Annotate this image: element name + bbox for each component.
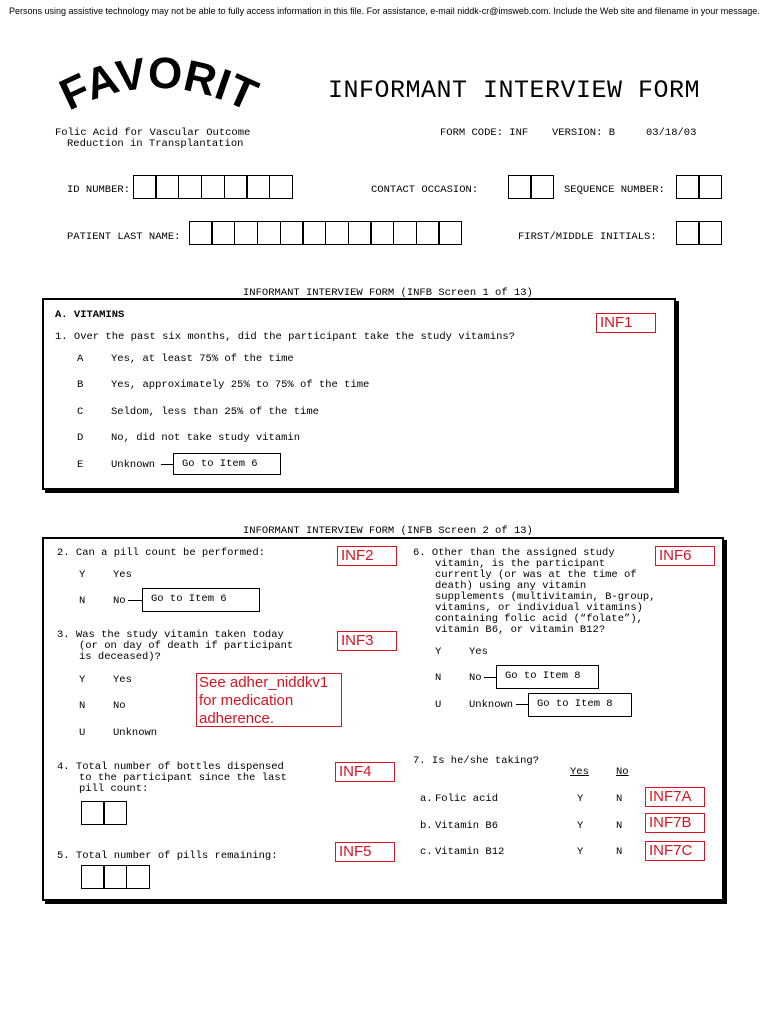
q7b-label: Vitamin B6 <box>435 820 499 832</box>
svg-text:FAVORIT: FAVORIT <box>52 52 265 121</box>
question-1: 1. Over the past six months, did the participant take the study vitamins? <box>55 331 515 343</box>
q1-option-e[interactable]: Unknown <box>111 459 156 471</box>
q3-no-code: N <box>79 700 86 712</box>
question-5: 5. Total number of pills remaining: <box>57 850 278 862</box>
id-number-label: ID NUMBER: <box>67 184 131 196</box>
inf3-tag: INF3 <box>337 631 397 651</box>
inf7a-tag: INF7A <box>645 787 705 807</box>
sequence-number-label: SEQUENCE NUMBER: <box>564 184 665 196</box>
q6-yes[interactable]: Yes <box>469 646 488 658</box>
question-3-line3: is deceased)? <box>79 651 161 663</box>
study-name-line2: Reduction in Transplantation <box>67 138 244 150</box>
initials-label: FIRST/MIDDLE INITIALS: <box>518 231 657 243</box>
q3-unknown-code: U <box>79 727 86 739</box>
q6-unknown-goto-box: Go to Item 8 <box>528 693 632 717</box>
screen1-caption: INFORMANT INTERVIEW FORM (INFB Screen 1 of 13) <box>243 287 533 299</box>
q6-no-code: N <box>435 672 442 684</box>
favorit-logo <box>30 52 290 132</box>
q1-option-a[interactable]: Yes, at least 75% of the time <box>111 353 294 365</box>
q7b-no[interactable]: N <box>616 820 623 832</box>
question-4-line3: pill count: <box>79 783 149 795</box>
q1-option-d-code: D <box>77 432 84 444</box>
q6-unknown[interactable]: Unknown <box>469 699 514 711</box>
inf7b-tag: INF7B <box>645 813 705 833</box>
inf7c-tag: INF7C <box>645 841 705 861</box>
contact-occasion-label: CONTACT OCCASION: <box>371 184 479 196</box>
screen2-caption: INFORMANT INTERVIEW FORM (INFB Screen 2 of 13) <box>243 525 533 537</box>
sequence-number-boxes[interactable] <box>677 175 722 199</box>
q7b-yes[interactable]: Y <box>577 820 584 832</box>
study-name-line1: Folic Acid for Vascular Outcome <box>55 127 251 139</box>
form-code: FORM CODE: INF <box>440 127 529 139</box>
id-number-boxes[interactable] <box>134 175 293 199</box>
q3-unknown[interactable]: Unknown <box>113 727 158 739</box>
question-3-line2: (or on day of death if participant <box>79 640 294 652</box>
q7b-letter: b. <box>420 820 433 832</box>
bottles-dispensed-boxes[interactable] <box>82 801 127 825</box>
question-3-line1: 3. Was the study vitamin taken today <box>57 629 284 641</box>
inf6-tag: INF6 <box>655 546 715 566</box>
question-6-line6: vitamins, or individual vitamins) <box>435 602 643 614</box>
inf4-tag: INF4 <box>335 762 395 782</box>
q3-no[interactable]: No <box>113 700 126 712</box>
q6-yes-code: Y <box>435 646 442 658</box>
q6-unknown-code: U <box>435 699 442 711</box>
goto-item-6-box: Go to Item 6 <box>173 453 281 475</box>
adherence-note-line3: adherence. <box>199 710 275 727</box>
q3-yes-code: Y <box>79 674 86 686</box>
q1-option-c[interactable]: Seldom, less than 25% of the time <box>111 406 319 418</box>
question-6-line3: currently (or was at the time of <box>435 569 637 581</box>
initials-boxes[interactable] <box>677 221 722 245</box>
goto-connector <box>128 600 142 601</box>
q7c-yes[interactable]: Y <box>577 846 584 858</box>
adherence-note-line1: See adher_niddkv1 <box>199 674 329 691</box>
goto-connector <box>161 464 173 465</box>
q2-no[interactable]: No <box>113 595 126 607</box>
q1-option-d[interactable]: No, did not take study vitamin <box>111 432 301 444</box>
q2-yes-code: Y <box>79 569 86 581</box>
form-date: 03/18/03 <box>646 127 697 139</box>
section-a-title: A. VITAMINS <box>55 309 125 321</box>
q7c-no[interactable]: N <box>616 846 623 858</box>
q7c-letter: c. <box>420 846 433 858</box>
question-4-line1: 4. Total number of bottles dispensed <box>57 761 284 773</box>
q2-no-code: N <box>79 595 86 607</box>
q2-goto-item-6-box: Go to Item 6 <box>142 588 260 612</box>
question-6-line5: supplements (multivitamin, B-group, <box>435 591 656 603</box>
q7a-letter: a. <box>420 793 433 805</box>
goto-connector <box>484 677 496 678</box>
form-title: INFORMANT INTERVIEW FORM <box>328 76 701 105</box>
question-6-line7: containing folic acid (“folate”), <box>435 613 643 625</box>
q2-yes[interactable]: Yes <box>113 569 132 581</box>
question-6-line1: 6. Other than the assigned study <box>413 547 615 559</box>
question-6-line4: death) using any vitamin <box>435 580 587 592</box>
q7a-no[interactable]: N <box>616 793 623 805</box>
patient-last-name-boxes[interactable] <box>190 221 462 245</box>
q1-option-b-code: B <box>77 379 84 391</box>
inf2-tag: INF2 <box>337 546 397 566</box>
accessibility-notice: Persons using assistive technology may not be able to fully access information in this file. For assistance, e-mail niddk-cr@imsweb.com. Include the Web site and filename in your message. <box>9 6 760 16</box>
inf5-tag: INF5 <box>335 842 395 862</box>
q1-option-a-code: A <box>77 353 84 365</box>
q1-option-b[interactable]: Yes, approximately 25% to 75% of the time <box>111 379 370 391</box>
q3-yes[interactable]: Yes <box>113 674 132 686</box>
q6-no-goto-box: Go to Item 8 <box>496 665 599 689</box>
q7c-label: Vitamin B12 <box>435 846 505 858</box>
adherence-note-line2: for medication <box>199 692 294 709</box>
question-7: 7. Is he/she taking? <box>413 755 540 767</box>
adherence-note <box>196 673 342 727</box>
patient-last-name-label: PATIENT LAST NAME: <box>67 231 181 243</box>
question-6-line2: vitamin, is the participant <box>435 558 606 570</box>
q7-yes-header: Yes <box>570 766 589 778</box>
q1-option-e-code: E <box>77 459 84 471</box>
q6-no[interactable]: No <box>469 672 482 684</box>
form-version: VERSION: B <box>552 127 616 139</box>
q7-no-header: No <box>616 766 629 778</box>
question-4-line2: to the participant since the last <box>79 772 287 784</box>
question-6-line8: vitamin B6, or vitamin B12? <box>435 624 606 636</box>
q1-option-c-code: C <box>77 406 84 418</box>
q7a-yes[interactable]: Y <box>577 793 584 805</box>
pills-remaining-boxes[interactable] <box>82 865 150 889</box>
contact-occasion-boxes[interactable] <box>509 175 554 199</box>
q7a-label: Folic acid <box>435 793 499 805</box>
inf1-tag: INF1 <box>596 313 656 333</box>
goto-connector <box>516 704 528 705</box>
question-2: 2. Can a pill count be performed: <box>57 547 265 559</box>
